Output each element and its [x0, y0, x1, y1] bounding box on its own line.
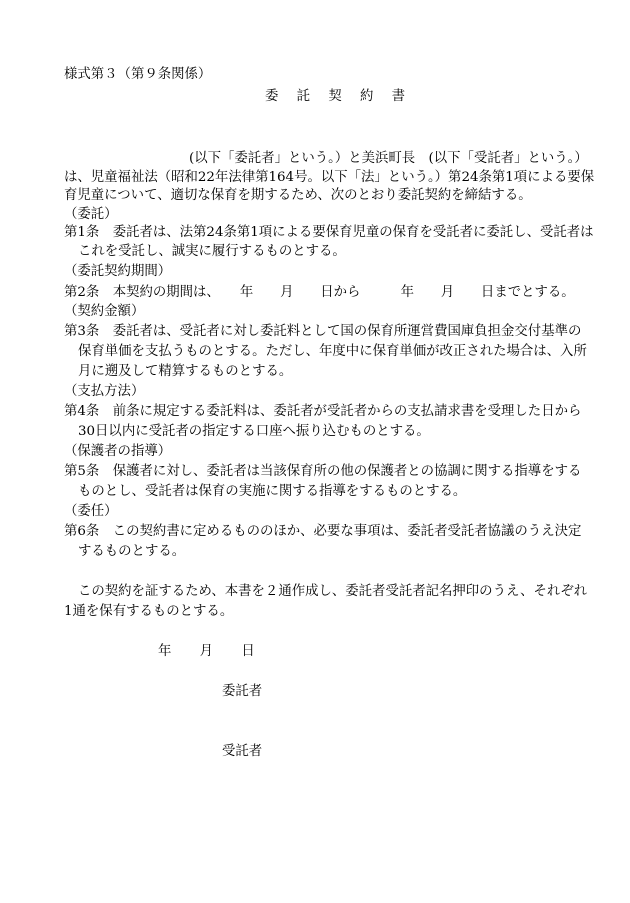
intro-line: (以下「委託者」という。）と美浜町長 (以下「受託者」という。） [189, 151, 588, 166]
article-line: するものとする。 [78, 544, 186, 559]
date-line [158, 643, 255, 660]
article-line: 第6条 この契約書に定めるもののほか、必要な事項は、委託者受託者協議のうえ決定 [64, 524, 582, 539]
intro-line: 育児童について、適切な保育を期するため、次のとおり委託契約を締結する。 [64, 188, 532, 203]
article-line: 月に遡及して精算するものとする。 [78, 364, 293, 379]
title-char: 契 [328, 89, 342, 104]
closing-line: この契約を証するため、本書を２通作成し、委託者受託者記名押印のうえ、それぞれ [78, 584, 588, 599]
article-line: ものとし、受託者は保育の実施に関する指導をするものとする。 [78, 484, 467, 499]
title-char: 託 [296, 89, 311, 104]
article-line: 第1条 委託者は、法第24条第1項による要保育児童の保育を受託者に委託し、受託者は [64, 225, 594, 240]
article-heading: （委任） [64, 504, 118, 519]
article-heading: （契約金額） [64, 304, 145, 319]
article-line: 30日以内に受託者の指定する口座へ振り込むものとする。 [78, 424, 430, 439]
intro-line: は、児童福祉法（昭和22年法律第164号。以下「法」という。）第24条第1項による要保 [64, 170, 595, 185]
closing-line: 1通を保有するものとする。 [64, 604, 234, 619]
article-line: 第4条 前条に規定する委託料は、委託者が受託者からの支払請求書を受理した日から [64, 404, 582, 419]
article-heading: （保護者の指導） [64, 444, 172, 459]
title-char: 書 [391, 89, 406, 104]
date-month-label: 月 [199, 644, 214, 659]
contractor-signature-label: 受託者 [222, 744, 263, 759]
client-signature-label: 委託者 [222, 684, 263, 699]
article-heading: （委託契約期間） [64, 264, 172, 279]
article-heading: （委託） [64, 207, 118, 222]
article-line: 第2条 本契約の期間は、 年 月 日から 年 月 日までとする。 [64, 285, 575, 300]
date-year-label: 年 [158, 644, 172, 659]
article-line: 第3条 委託者は、受託者に対し委託料として国の保育所運営費国庫負担金交付基準の [64, 324, 582, 339]
date-day-label: 日 [241, 644, 255, 659]
article-line: 第5条 保護者に対し、委託者は当該保育所の他の保護者との協調に関する指導をする [64, 464, 582, 479]
article-line: 保育単価を支払うものとする。ただし、年度中に保育単価が改正された場合は、入所 [78, 344, 587, 359]
form-number: 様式第３（第９条関係） [64, 67, 212, 82]
title-char: 委 [265, 89, 279, 104]
article-line: これを受託し、誠実に履行するものとする。 [78, 244, 346, 259]
title-char: 約 [359, 89, 374, 104]
document-title [265, 88, 405, 105]
article-heading: （支払方法） [64, 384, 145, 399]
